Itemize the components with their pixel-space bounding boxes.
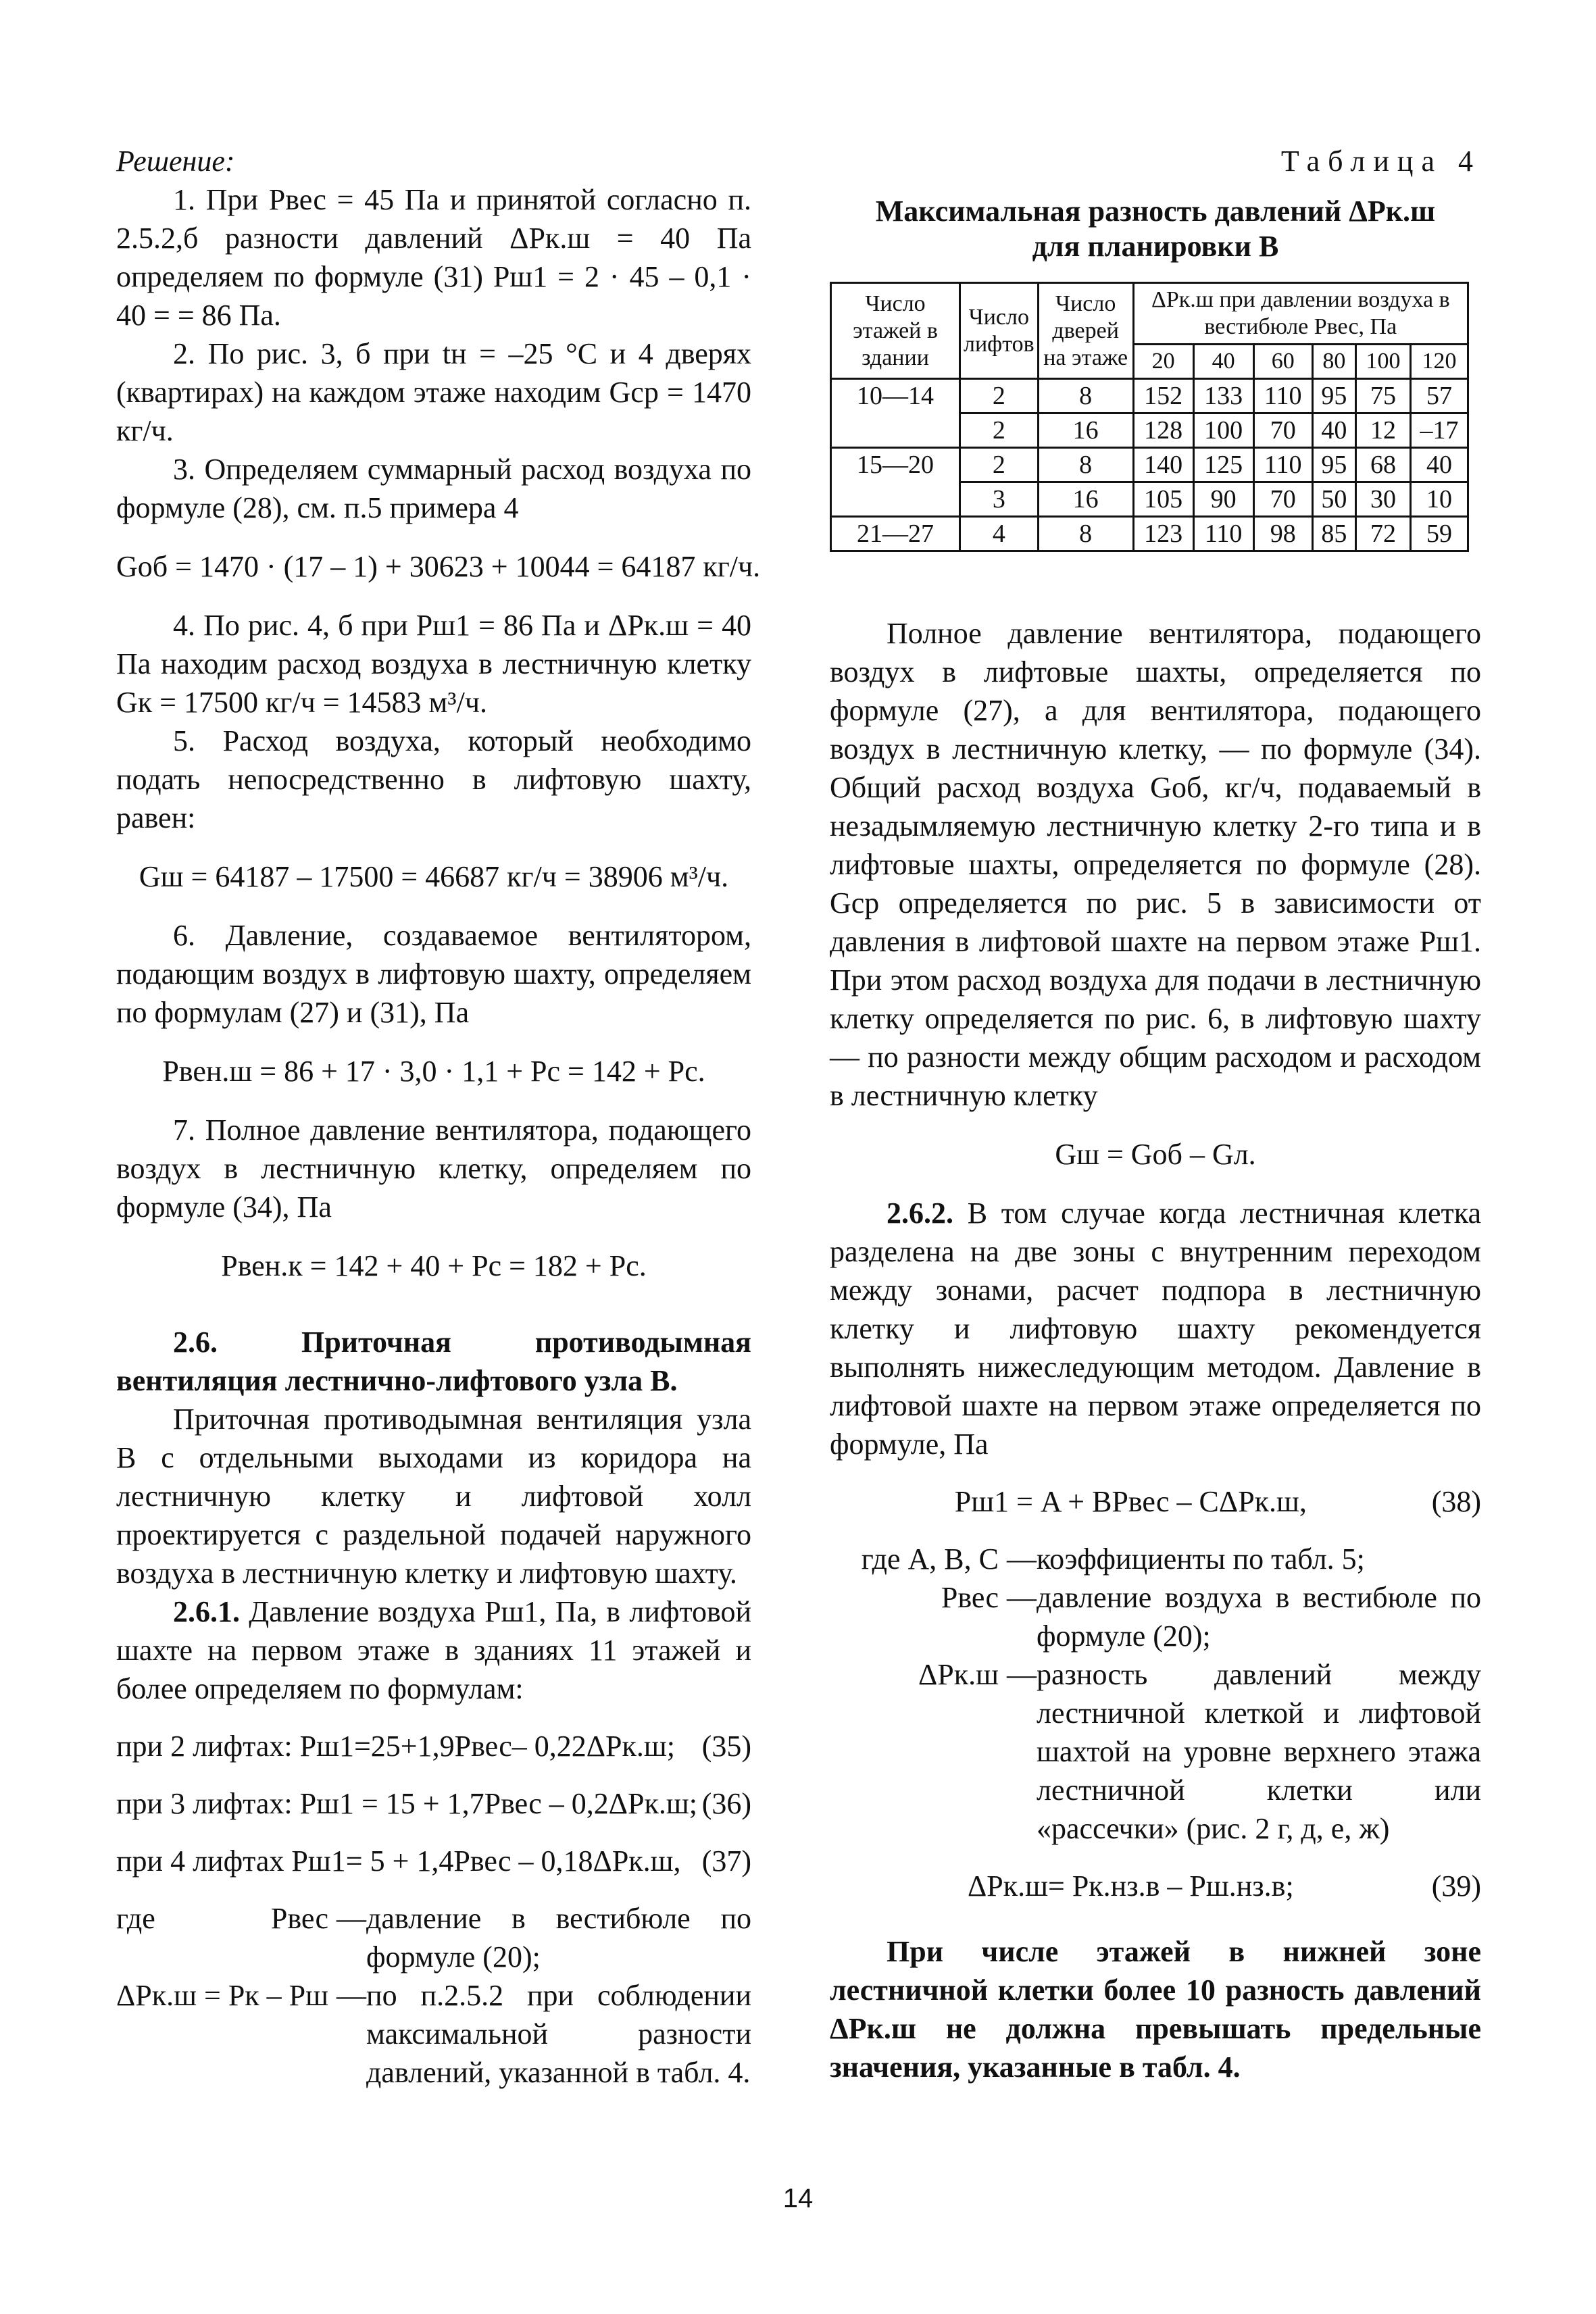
cell-lifts: 3 xyxy=(960,482,1039,517)
cell-value: 68 xyxy=(1355,448,1410,482)
formula-39-number: (39) xyxy=(1431,1869,1481,1903)
cell-value: 98 xyxy=(1253,517,1312,551)
left-column xyxy=(116,142,761,2092)
formula-37-text: при 4 лифтах Pш1= 5 + 1,4Pвес – 0,18ΔPк.ш, xyxy=(116,1844,681,1878)
step-7: 7. Полное давление вентилятора, подающего воздух в лестничную клетку, определяем по формуле (34), Па xyxy=(116,1113,751,1224)
cell-lifts: 2 xyxy=(960,379,1039,413)
equation-g-sh-difference: Gш = Gоб – Gл. xyxy=(1055,1138,1256,1171)
table-label: Таблица 4 xyxy=(1280,145,1481,178)
definition-term: ΔPк.ш xyxy=(918,1658,999,1691)
formula-36-number: (36) xyxy=(701,1787,751,1820)
table-row xyxy=(831,517,1468,551)
header-pressure-value: 40 xyxy=(1193,345,1253,379)
section-2-6-2-number: 2.6.2. xyxy=(887,1197,953,1230)
cell-value: 10 xyxy=(1411,482,1468,517)
cell-lifts: 2 xyxy=(960,413,1039,448)
header-lifts: Число лифтов xyxy=(960,283,1039,379)
cell-value: 133 xyxy=(1193,379,1253,413)
step-1: 1. При Pвес = 45 Па и принятой согласно п. 2.5.2,б разности давлений ΔPк.ш = 40 Па определяем по формуле (31) Pш1 = 2 · 45 – 0,1 · 40 = = 86 Па. xyxy=(116,183,751,332)
def-p-ves-term: Pвес xyxy=(270,1902,329,1935)
cell-value: 100 xyxy=(1193,413,1253,448)
cell-lifts: 4 xyxy=(960,517,1039,551)
final-note: При числе этажей в нижней зоне лестничной клетки более 10 разность давлений ΔPк.ш не должна превышать предельные значения, указанные в табл. 4. xyxy=(830,1935,1481,2084)
cell-value: 95 xyxy=(1312,379,1355,413)
def-dpk-term: ΔPк.ш = Pк – Pш xyxy=(116,1979,329,2012)
header-pressure-value: 100 xyxy=(1355,345,1410,379)
section-2-6-title: 2.6. Приточная противодымная вентиляция лестнично-лифтового узла В. xyxy=(116,1326,751,1397)
formula-39 xyxy=(830,1867,1481,1905)
cell-value: 40 xyxy=(1312,413,1355,448)
section-2-6-2-text: В том случае когда лестничная клетка разделена на две зоны с внутренним переходом между зонами, расчет подпора в лестничную клетку и лифтовую шахту рекомендуется выполнять нижеследующим методом. Давление в лифтовой шахте на первом этаже определяется по формуле, Па xyxy=(830,1197,1481,1461)
formula-38-text: Pш1 = A + BPвес – CΔPк.ш, xyxy=(954,1485,1307,1518)
cell-value: 85 xyxy=(1312,517,1355,551)
formula-35-number: (35) xyxy=(701,1730,751,1763)
table-caption xyxy=(830,194,1481,264)
definition-term: Pвес xyxy=(941,1581,999,1614)
cell-value: 110 xyxy=(1253,379,1312,413)
formula-38-number: (38) xyxy=(1431,1485,1481,1518)
cell-value: 12 xyxy=(1355,413,1410,448)
def-p-ves-dash: — xyxy=(336,1902,367,1935)
def-p-ves-text: давление в вестибюле по формуле (20); xyxy=(366,1902,751,1973)
formula-37 xyxy=(116,1842,751,1880)
definition-dash: — xyxy=(1007,1581,1037,1614)
definition-text: давление воздуха в вестибюле по формуле (20); xyxy=(1037,1581,1481,1653)
step-2: 2. По рис. 3, б при tн = –25 °С и 4 дверях (квартирах) на каждом этаже находим Gср = 1470 кг/ч. xyxy=(116,337,751,447)
definition-term: где A, B, C xyxy=(861,1542,999,1576)
solution-heading: Решение: xyxy=(116,145,235,178)
equation-p-ven-sh: Pвен.ш = 86 + 17 · 3,0 · 1,1 + Pс = 142 + Pс. xyxy=(162,1055,705,1088)
header-pressure: ΔPк.ш при давлении воздуха в вестибюле Pвес, Па xyxy=(1133,283,1468,345)
cell-floors: 10—14 xyxy=(831,379,960,448)
definition-dash: — xyxy=(1007,1542,1037,1576)
cell-value: 123 xyxy=(1133,517,1193,551)
definition-dash: — xyxy=(1007,1658,1037,1691)
cell-doors: 8 xyxy=(1038,379,1133,413)
cell-value: 90 xyxy=(1193,482,1253,517)
step-6: 6. Давление, создаваемое вентилятором, подающим воздух в лифтовую шахту, определяем по формулам (27) и (31), Па xyxy=(116,919,751,1029)
header-pressure-value: 120 xyxy=(1411,345,1468,379)
section-2-6-1-number: 2.6.1. xyxy=(173,1595,240,1628)
cell-value: 125 xyxy=(1193,448,1253,482)
cell-value: 50 xyxy=(1312,482,1355,517)
header-pressure-value: 20 xyxy=(1133,345,1193,379)
cell-doors: 16 xyxy=(1038,482,1133,517)
header-pressure-value: 80 xyxy=(1312,345,1355,379)
cell-value: 110 xyxy=(1193,517,1253,551)
table-caption-line-1: Максимальная разность давлений ΔPк.ш xyxy=(875,195,1436,228)
cell-value: 40 xyxy=(1411,448,1468,482)
step-5: 5. Расход воздуха, который необходимо подать непосредственно в лифтовую шахту, равен: xyxy=(116,724,751,834)
cell-value: –17 xyxy=(1411,413,1468,448)
table-row xyxy=(831,448,1468,482)
pressure-table xyxy=(830,282,1469,552)
left-definitions xyxy=(116,1899,751,2092)
cell-value: 128 xyxy=(1133,413,1193,448)
formula-35 xyxy=(116,1727,751,1765)
right-definitions xyxy=(830,1540,1481,1848)
cell-value: 75 xyxy=(1355,379,1410,413)
cell-value: 72 xyxy=(1355,517,1410,551)
equation-g-sh: Gш = 64187 – 17500 = 46687 кг/ч = 38906 м³/ч. xyxy=(139,860,729,893)
header-pressure-value: 60 xyxy=(1253,345,1312,379)
section-2-6-text: Приточная противодымная вентиляция узла В с отдельными выходами из коридора на лестничную клетку и лифтовой холл проектируется с раздельной подачей наружного воздуха в лестничную клетку и лифтовую шахту. xyxy=(116,1403,751,1590)
step-3: 3. Определяем суммарный расход воздуха по формуле (28), см. п.5 примера 4 xyxy=(116,453,751,524)
cell-value: 59 xyxy=(1411,517,1468,551)
page-number: 14 xyxy=(782,2184,814,2213)
section-2-6-1 xyxy=(116,1592,751,1708)
formula-36 xyxy=(116,1784,751,1823)
cell-floors: 15—20 xyxy=(831,448,960,517)
cell-lifts: 2 xyxy=(960,448,1039,482)
cell-value: 140 xyxy=(1133,448,1193,482)
cell-doors: 16 xyxy=(1038,413,1133,448)
formula-36-text: при 3 лифтах: Pш1 = 15 + 1,7Pвес – 0,2ΔPк.ш; xyxy=(116,1787,697,1820)
def-dpk-text: по п.2.5.2 при соблюдении максимальной разности давлений, указанной в табл. 4. xyxy=(366,1979,751,2089)
table-row xyxy=(831,379,1468,413)
cell-value: 152 xyxy=(1133,379,1193,413)
equation-p-ven-k: Pвен.к = 142 + 40 + Pс = 182 + Pс. xyxy=(221,1249,647,1282)
cell-value: 70 xyxy=(1253,482,1312,517)
header-floors: Число этажей в здании xyxy=(831,283,960,379)
equation-g-ob: Gоб = 1470 · (17 – 1) + 30623 + 10044 = 64187 кг/ч. xyxy=(116,550,761,583)
header-doors: Число дверей на этаже xyxy=(1038,283,1133,379)
where-label: где xyxy=(116,1902,155,1935)
formula-37-number: (37) xyxy=(701,1844,751,1878)
step-4: 4. По рис. 4, б при Pш1 = 86 Па и ΔPк.ш = 40 Па находим расход воздуха в лестничную клетку Gк = 17500 кг/ч = 14583 м³/ч. xyxy=(116,609,751,719)
cell-value: 110 xyxy=(1253,448,1312,482)
right-column xyxy=(830,142,1481,2086)
paragraph-full-pressure: Полное давление вентилятора, подающего воздух в лифтовые шахты, определяется по формуле (27), а для вентилятора, подающего воздух в лестничную клетку, — по формуле (34). Общий расход воздуха Gоб, кг/ч, подаваемый в незадымляемую лестничную клетку 2-го типа и в лифтовые шахты, определяется по формуле (28). Gср определяется по рис. 5 в зависимости от давления в лифтовой шахте на первом этаже Pш1. При этом расход воздуха для подачи в лестничную клетку определяется по рис. 6, в лифтовую шахту — по разности между общим расходом и расходом в лестничную клетку xyxy=(830,617,1481,1112)
table-caption-line-2: для планировки В xyxy=(1032,230,1279,263)
formula-38 xyxy=(830,1482,1481,1521)
definition-text: разность давлений между лестничной клеткой и лифтовой шахтой на уровне верхнего этажа лестничной клетки или «рассечки» (рис. 2 г, д, е, ж) xyxy=(1037,1658,1481,1845)
section-2-6-1-text: Давление воздуха Pш1, Па, в лифтовой шахте на первом этаже в зданиях 11 этажей и более определяем по формулам: xyxy=(116,1595,751,1705)
definition-text: коэффициенты по табл. 5; xyxy=(1037,1542,1365,1576)
section-2-6-2 xyxy=(830,1194,1481,1463)
formula-35-text: при 2 лифтах: Pш1=25+1,9Pвес– 0,22ΔPк.ш; xyxy=(116,1730,675,1763)
cell-value: 70 xyxy=(1253,413,1312,448)
cell-value: 30 xyxy=(1355,482,1410,517)
cell-doors: 8 xyxy=(1038,517,1133,551)
cell-value: 57 xyxy=(1411,379,1468,413)
cell-value: 105 xyxy=(1133,482,1193,517)
def-dpk-dash: — xyxy=(336,1979,367,2012)
cell-doors: 8 xyxy=(1038,448,1133,482)
cell-value: 95 xyxy=(1312,448,1355,482)
cell-floors: 21—27 xyxy=(831,517,960,551)
formula-39-text: ΔPк.ш= Pк.нз.в – Pш.нз.в; xyxy=(968,1869,1294,1903)
